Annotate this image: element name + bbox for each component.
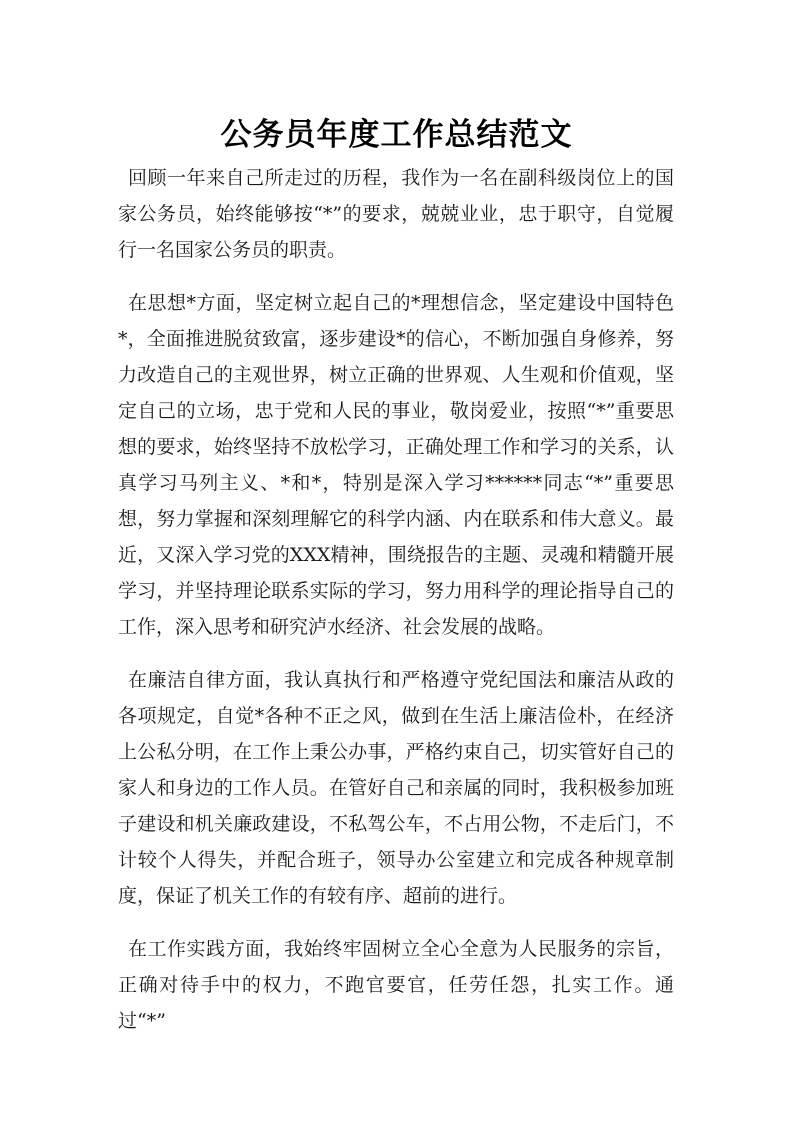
paragraph-intro: 回顾一年来自己所走过的历程，我作为一名在副科级岗位上的国家公务员，始终能够按“*”的要求，兢兢业业，忠于职守，自觉履行一名国家公务员的职责。	[118, 167, 674, 261]
paragraph-ideology: 在思想*方面，坚定树立起自己的*理想信念，坚定建设中国特色*，全面推进脱贫致富，逐步建设*的信心，不断加强自身修养，努力改造自己的主观世界，树立正确的世界观、人生观和价值观，坚定自己的立场，忠于党和人民的事业，敬岗爱业，按照“*”重要思想的要求，始终坚持不放松学习，正确处理工作和学习的关系，认真学习马列主义、*和*，特别是深入学习******同志“*”重要思想，努力掌握和深刻理解它的科学内涵、内在联系和伟大意义。最近，又深入学习党的XXX精神，围绕报告的主题、灵魂和精髓开展学习，并坚持理论联系实际的学习，努力用科学的理论指导自己的工作，深入思考和研究泸水经济、社会发展的战略。	[118, 292, 674, 638]
paragraph-integrity: 在廉洁自律方面，我认真执行和严格遵守党纪国法和廉洁从政的各项规定，自觉*各种不正之风，做到在生活上廉洁俭朴，在经济上公私分明，在工作上秉公办事，严格约束自己，切实管好自己的家人和身边的工作人员。在管好自己和亲属的同时，我积极参加班子建设和机关廉政建设，不私驾公车，不占用公物，不走后门，不计较个人得失，并配合班子，领导办公室建立和完成各种规章制度，保证了机关工作的有较有序、超前的进行。	[118, 669, 674, 907]
paragraph-work-practice: 在工作实践方面，我始终牢固树立全心全意为人民服务的宗旨，正确对待手中的权力，不跑官要官，任劳任怨，扎实工作。通过“*”	[118, 938, 674, 1032]
document-title: 公务员年度工作总结范文	[220, 116, 573, 153]
document-body	[118, 160, 674, 1056]
